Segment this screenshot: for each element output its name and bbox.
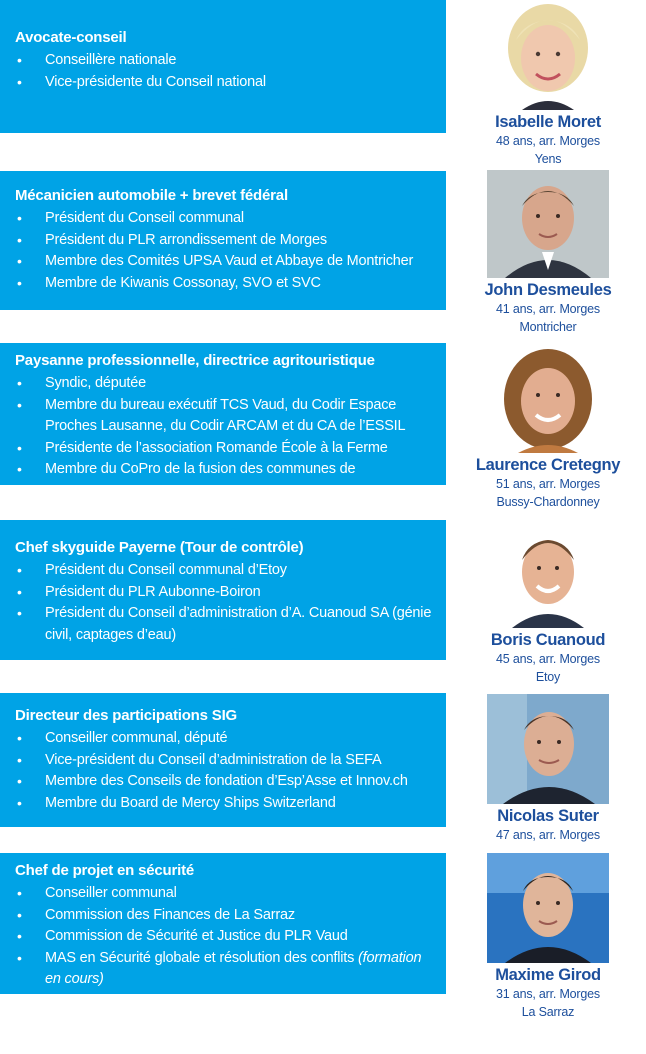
person-name: Maxime Girod bbox=[495, 966, 601, 984]
person-3 bbox=[452, 343, 644, 511]
person-4 bbox=[452, 520, 644, 686]
profile-card-3 bbox=[0, 343, 446, 499]
list-item: • Présidente de l’association Romande École à la Ferme bbox=[15, 438, 438, 460]
role-list bbox=[15, 560, 438, 646]
profile-card-4 bbox=[0, 520, 446, 660]
list-item: • Commission de Sécurité et Justice du PLR Vaud bbox=[15, 926, 438, 948]
person-age-district: 51 ans, arr. Morges bbox=[496, 477, 600, 491]
person-age-district: 45 ans, arr. Morges bbox=[496, 652, 600, 666]
person-town: Yens bbox=[534, 152, 562, 166]
portrait-photo bbox=[487, 170, 609, 278]
person-town: Bussy-Chardonney bbox=[496, 495, 600, 509]
profession-title: Chef de projet en sécurité bbox=[15, 862, 195, 879]
person-age-district: 31 ans, arr. Morges bbox=[496, 987, 600, 1001]
list-item-text: MAS en Sécurité globale et résolution des conflits bbox=[45, 949, 355, 966]
portrait-image bbox=[487, 853, 609, 963]
role-list bbox=[15, 50, 438, 93]
person-name: Boris Cuanoud bbox=[490, 631, 606, 649]
person-1 bbox=[452, 0, 644, 168]
portrait-photo bbox=[487, 853, 609, 963]
portrait-image bbox=[487, 694, 609, 804]
profile-card-2 bbox=[0, 171, 446, 310]
list-item: • Président du Conseil communal bbox=[15, 208, 438, 230]
list-item: • Président du PLR arrondissement de Morges bbox=[15, 230, 438, 252]
person-age-district: 47 ans, arr. Morges bbox=[496, 828, 600, 842]
list-item: • Président du PLR Aubonne-Boiron bbox=[15, 582, 438, 604]
list-item: • Vice-président du Conseil d’administration de la SEFA bbox=[15, 750, 438, 772]
list-item: • Membre des Comités UPSA Vaud et Abbaye de Montricher bbox=[15, 251, 438, 273]
portrait-image bbox=[502, 0, 594, 110]
list-item: • Membre de Kiwanis Cossonay, SVO et SVC bbox=[15, 273, 438, 295]
profession-title: Mécanicien automobile + brevet fédéral bbox=[15, 187, 288, 204]
list-item: • Membre du Board de Mercy Ships Switzerland bbox=[15, 793, 438, 815]
person-town: La Sarraz bbox=[521, 1005, 575, 1019]
role-list bbox=[15, 728, 438, 814]
list-item: • Conseiller communal bbox=[15, 883, 438, 905]
list-item: • Vice-présidente du Conseil national bbox=[15, 72, 438, 94]
list-item: • Président du Conseil communal d’Etoy bbox=[15, 560, 438, 582]
portrait-image bbox=[504, 520, 592, 628]
portrait-image bbox=[498, 343, 598, 453]
person-name: John Desmeules bbox=[484, 281, 612, 299]
list-item: • Conseillère nationale bbox=[15, 50, 438, 72]
list-item: • Syndic, députée bbox=[15, 373, 438, 395]
portrait-photo bbox=[487, 694, 609, 804]
profile-card-5 bbox=[0, 693, 446, 827]
profession-title: Paysanne professionnelle, directrice agritouristique bbox=[15, 352, 375, 369]
portrait-photo bbox=[498, 343, 598, 453]
person-6 bbox=[452, 853, 644, 1021]
portrait-photo bbox=[502, 0, 594, 110]
list-item: • Président du Conseil d’administration d’A. Cuanoud SA (génie civil, captages d’eau) bbox=[15, 603, 438, 646]
profession-title: Directeur des participations SIG bbox=[15, 707, 237, 724]
profession-title: Avocate-conseil bbox=[15, 29, 127, 46]
profession-title: Chef skyguide Payerne (Tour de contrôle) bbox=[15, 539, 304, 556]
role-list bbox=[15, 208, 438, 294]
person-2 bbox=[452, 170, 644, 336]
list-item: • Membre du CoPro de la fusion des communes de Hautemorges bbox=[15, 459, 438, 502]
profile-card-6 bbox=[0, 853, 446, 994]
profile-card-1 bbox=[0, 0, 446, 133]
list-item bbox=[15, 948, 438, 991]
person-town: Montricher bbox=[519, 320, 577, 334]
person-name: Laurence Cretegny bbox=[475, 456, 621, 474]
person-5 bbox=[452, 694, 644, 844]
person-age-district: 48 ans, arr. Morges bbox=[496, 134, 600, 148]
list-item-note: (formation en cours) bbox=[45, 949, 422, 987]
role-list bbox=[15, 883, 438, 991]
person-age-district: 41 ans, arr. Morges bbox=[496, 302, 600, 316]
role-list bbox=[15, 373, 438, 502]
list-item: • Conseiller communal, député bbox=[15, 728, 438, 750]
portrait-image bbox=[487, 170, 609, 278]
list-item: • Membre du bureau exécutif TCS Vaud, du Codir Espace Proches Lausanne, du Codir ARCAM et du CA de l’ESSIL bbox=[15, 395, 438, 438]
person-town: Etoy bbox=[535, 670, 561, 684]
person-name: Nicolas Suter bbox=[497, 807, 599, 825]
list-item: • Membre des Conseils de fondation d’Esp’Asse et Innov.ch bbox=[15, 771, 438, 793]
portrait-photo bbox=[504, 520, 592, 628]
list-item: • Commission des Finances de La Sarraz bbox=[15, 905, 438, 927]
person-name: Isabelle Moret bbox=[495, 113, 601, 131]
